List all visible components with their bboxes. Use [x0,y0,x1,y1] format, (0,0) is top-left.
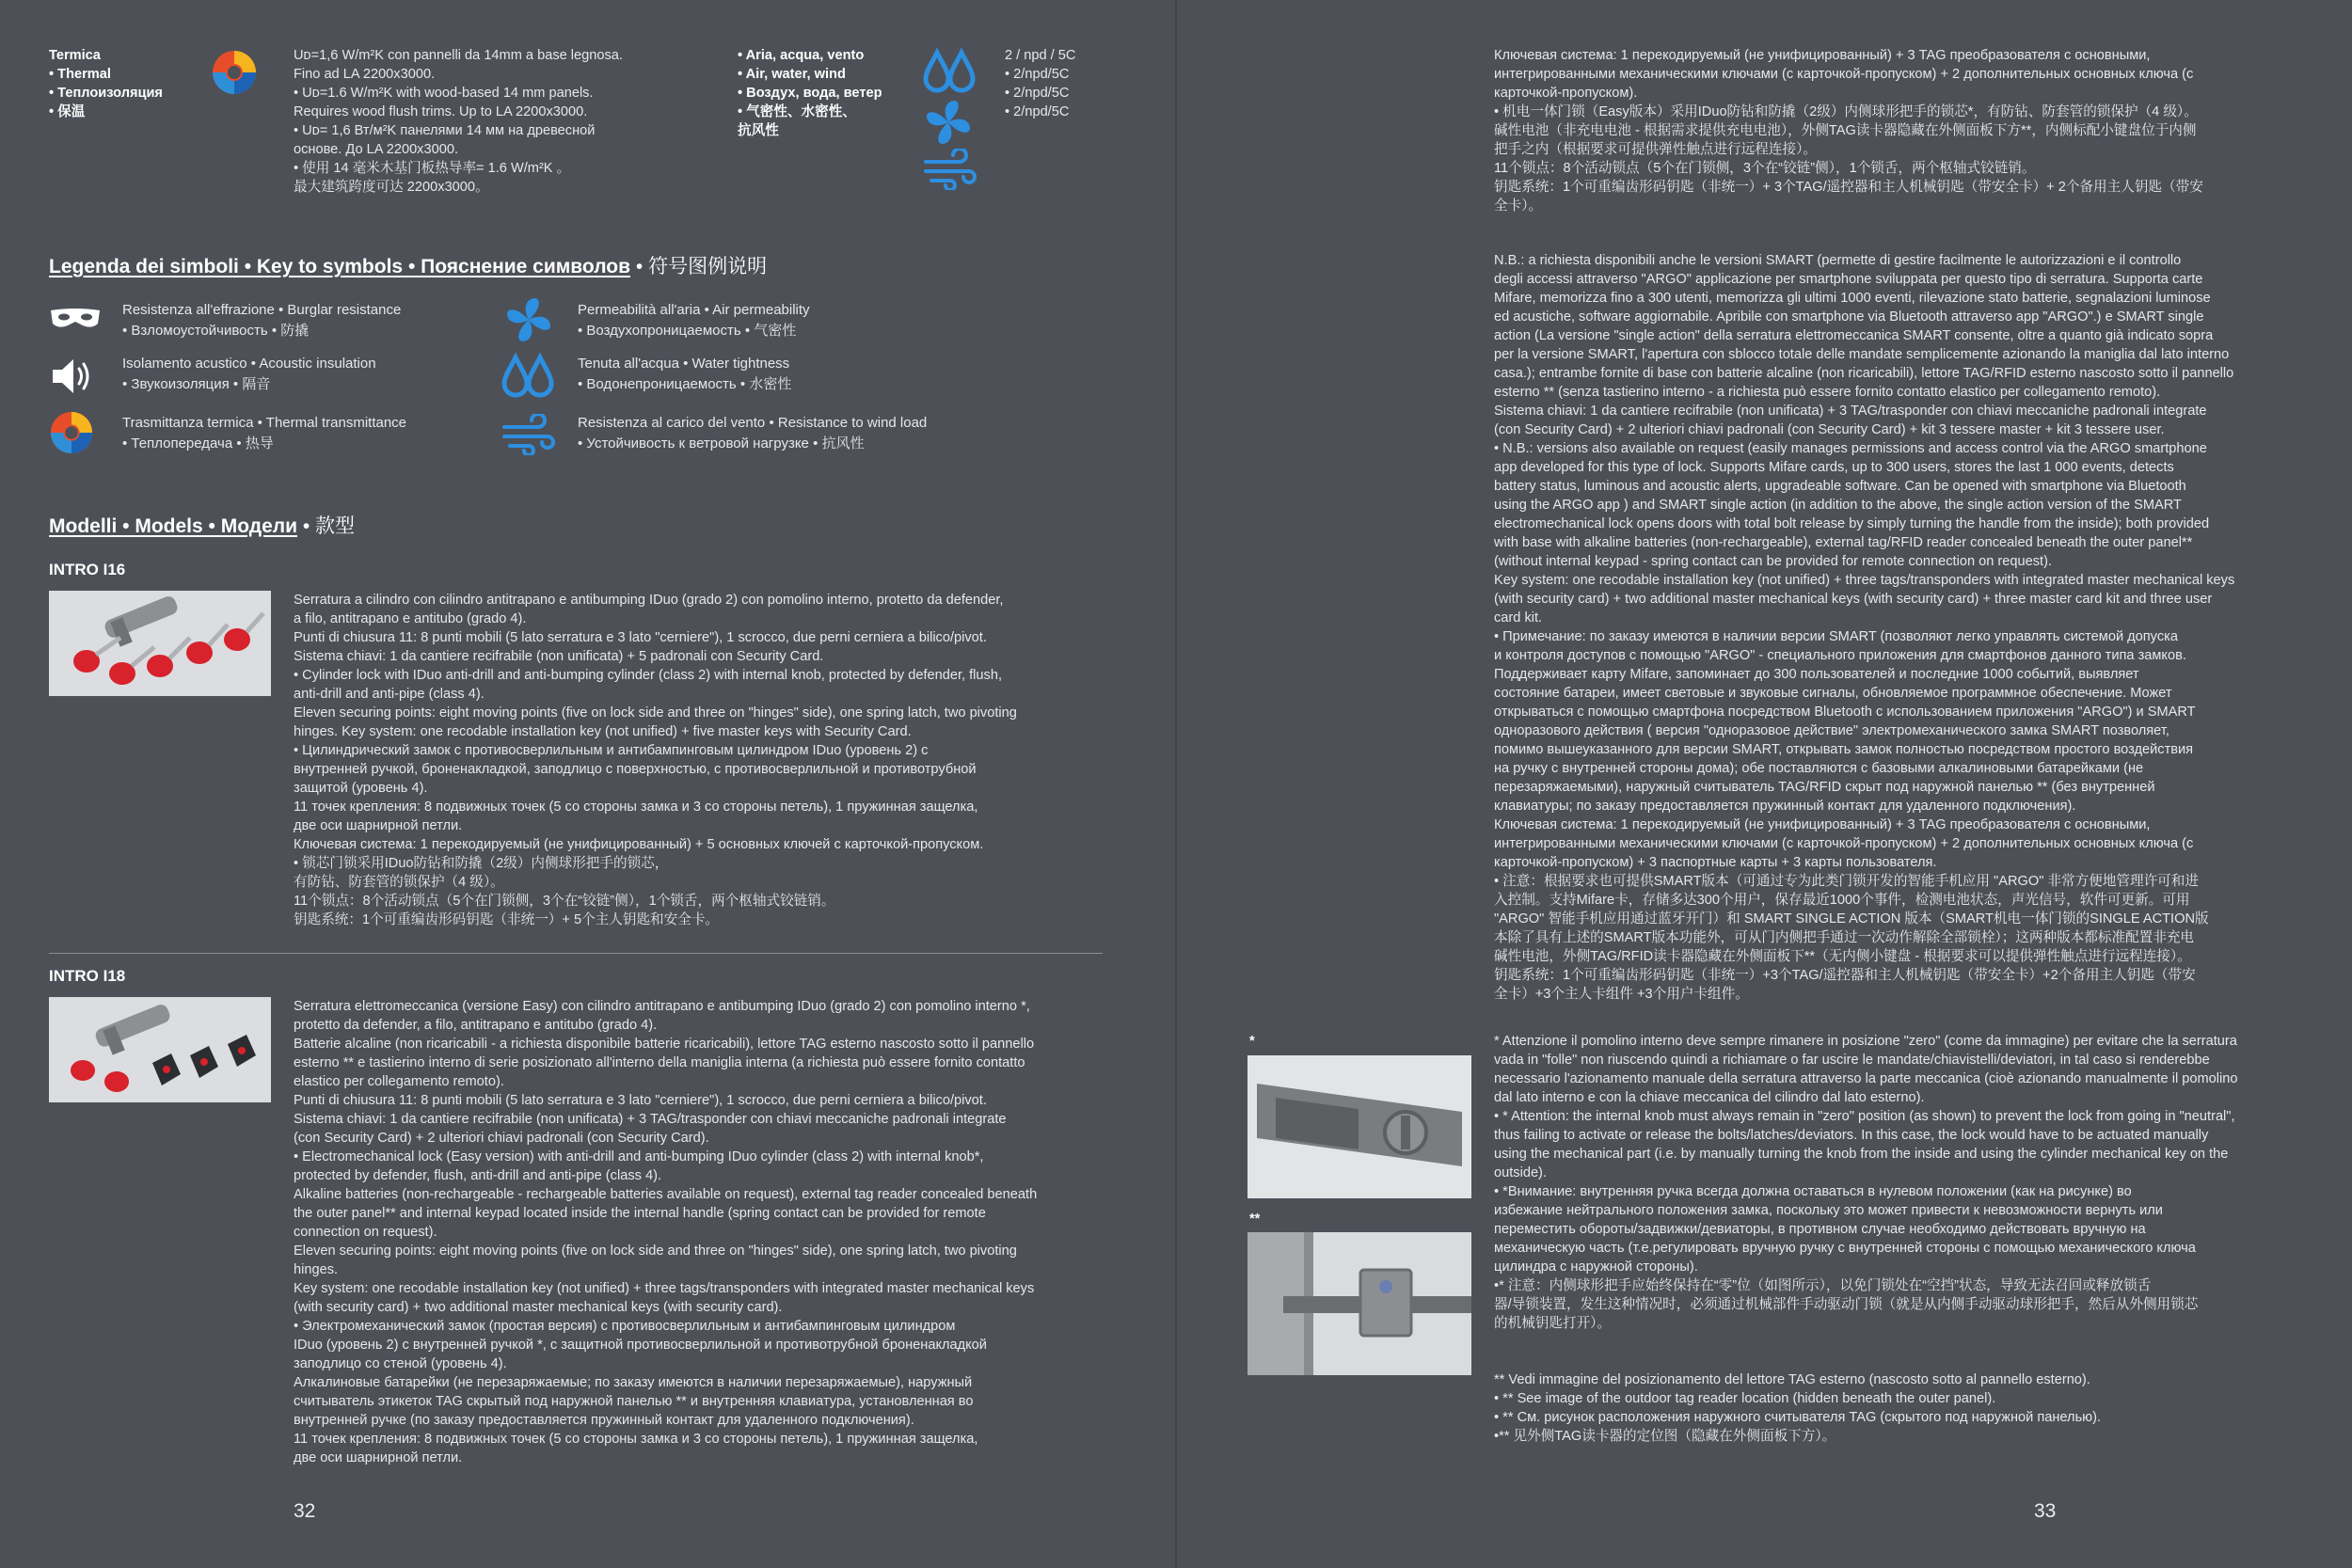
legend-acoustic-insulation: Isolamento acustico • Acoustic insulation • Звукоизоляция • 隔音 [122,356,376,392]
tag-reader-location-note: ** Vedi immagine del posizionamento del lettore TAG esterno (nascosto sotto al pannello esterno). • ** See image of the outdoor tag reader location (hidden beneath the outer panel). • ** См. рисунок расположения наружного считывателя TAG (скрытого под наружной панелью). •** 见外侧TAG读卡器的定位图（隐藏在外侧面板下方）。 [1494,1372,2102,1444]
legend-thermal-transmittance: Trasmittanza termica • Thermal transmittance • Теплопередача • 热导 [122,415,407,451]
legend-wind-resistance: Resistenza al carico del vento • Resistance to wind load • Устойчивость к ветровой нагрузке • 抗风性 [578,415,928,451]
legend-water-tightness: Tenuta all'acqua • Water tightness • Водонепроницаемость • 水密性 [578,356,792,392]
page-spine [1175,0,1177,1568]
wind-icon [922,149,978,190]
key-system-continued: Ключевая система: 1 перекодируемый (не унифицированный) + 3 TAG преобразователя с основными, интегрированными механическими ключами (с карточкой-пропуском) + 2 дополнительных основных ключа (с карточкой-пропуском). • 机电一体门锁（Easy版本）采用IDuo防钻和防撬（2级）内侧球形把手的锁芯*，有防钻、防套管的锁保护（4 级）。 碱性电池（非充电电池 - 根据需求提供充电电池），外侧TAG读卡器隐藏在外侧面板下方**，内侧标配小键盘位于内侧 把手之内（根据要求可提供弹性触点进行远程连接）。 11个锁点：8个活动锁点（5个在门锁侧，3个在“铰链”侧），1个锁舌，两个枢轴式铰链销。 钥匙系统：1个可重编齿形码钥匙（非统一）+ 3个TAG/遥控器和主人机械钥匙（带安全卡）+ 2个备用主人钥匙（带安 全卡）。 [1494,48,2203,214]
legend-air-permeability: Permeabilità all'aria • Air permeability • Воздухопроницаемость • 气密性 [578,302,810,339]
water-drops-icon [501,352,555,399]
legend-heading-suffix: • 符号图例说明 [630,256,768,277]
footnote-marker-1: * [1249,1034,1255,1049]
intro-i18-description: Serratura elettromeccanica (versione Easy) con cilindro antitrapano e antibumping IDuo (grado 2) con pomolino interno *, protetto da defender, a filo, antitrapano e antitubo (grado 4). Batterie alcaline (non ricaricabili - a richiesta disponibile batterie ricaricabili), lettore TAG esterno nascosto sotto il pannello esterno ** e tastierino interno di serie posizionato all'interno della maniglia interna (a richiesta può essere fornito contatto elastico per collegamento remoto). Punti di chiusura 11: 8 punti mobili (5 lato serratura e 3 lato "cerniere"), 1 scrocco, due perni cerniera a bilico/pivot. Sistema chiavi: 1 da cantiere recifrabile (non unificata) + 3 TAG/trasponder con chiavi meccaniche padronali integrate (con Security Card) + 2 ulteriori chiavi padronali (con Security Card). • Electromechanical lock (Easy version) with anti-drill and anti-bumping IDuo cylinder (class 2) with internal knob*, protected by defender, flush, anti-drill and anti-pipe (class 4). Alkaline batteries (non-rechargeable - rechargeable batteries available on request), external tag reader concealed beneath the outer panel** and internal keypad located inside the internal handle (spring contact can be provided for remote connection on request). Eleven securing points: eight moving points (five on lock side and three on "hinges" side), one spring latch, two pivoting hinges. Key system: one recodable installation key (not unified) + three tags/transponders with integrated master mechanical keys (with security card) + two additional master mechanical keys (with security card). • Электромеханический замок (простая версия) с противосверлильным и антибампинговым цилиндром IDuo (уровень 2) с внутренней ручкой *, с защитной противосверлильной и противотрубной броненакладкой заподлицо со стеной (уровень 4). Алкалиновые батарейки (не перезаряжаемые; по заказу имеются в наличии перезаряжаемые), наружный считыватель этикеток TAG скрытый под наружной панелью ** и внутренняя клавиатура, установленная во внутренней ручке (по заказу предоставляется пружинный контакт для удаленного подключения). 11 точек крепления: 8 подвижных точек (5 со стороны замка и 3 со стороны петель), 1 пружинная защелка, две оси шарнирной петли. [294,999,1038,1465]
page-number-left: 32 [294,1500,316,1522]
legend-burglar-resistance: Resistenza all'effrazione • Burglar resistance • Взломоустойчивость • 防撬 [122,302,402,339]
thermal-swirl-icon [49,410,94,455]
wind-icon [501,414,557,455]
footnote-marker-2: ** [1249,1212,1261,1227]
page-number-right: 33 [2034,1500,2057,1522]
intro-i18-title: INTRO I18 [49,967,126,985]
air-water-wind-values: 2 / npd / 5C • 2/npd/5C • 2/npd/5C • 2/npd/5C [1005,48,1076,119]
fan-icon [504,295,553,344]
intro-i18-photo [49,997,271,1102]
models-heading-main: Modelli • Models • Модели [49,515,298,537]
legend-heading-main: Legenda dei simboli • Key to symbols • Пояснение символов [49,256,631,277]
mask-icon [49,307,102,331]
intro-i16-description: Serratura a cilindro con cilindro antitrapano e antibumping IDuo (grado 2) con pomolino interno, protetto da defender, a filo, antitrapano e antitubo (grado 4). Punti di chiusura 11: 8 punti mobili (5 lato serratura e 3 lato "cerniere"), 1 scrocco, due perni cerniera a bilico/pivot. Sistema chiavi: 1 da cantiere recifrabile (non unificata) + 5 padronali con Security Card. • Cylinder lock with IDuo anti-drill and anti-bumping cylinder (class 2) with internal knob, protected by defender, flush, anti-drill and anti-pipe (class 4). Eleven securing points: eight moving points (five on lock side and three on "hinges" side), one spring latch, two pivoting hinges. Key system: one recodable installation key (not unified) + five master keys with Security Card. • Цилиндрический замок с противосверлильным и антибампинговым цилиндром IDuo (уровень 2) с внутренней ручкой, броненакладкой, заподлицо с поверхностью, с противосверлильной и противотрубной защитой (уровень 4). 11 точек крепления: 8 подвижных точек (5 со стороны замка и 3 со стороны петель), 1 пружинная защелка, две оси шарнирной петли. Ключевая система: 1 перекодируемый (не унифицированный) + 5 основных ключей с карточкой-пропуском. • 锁芯门锁采用IDuo防钻和防撬（2级）内侧球形把手的锁芯， 有防钻、防套管的锁保护（4 级）。 11个锁点：8个活动锁点（5个在门锁侧，3个在“铰链”侧），1个锁舌，两个枢轴式铰链销。 钥匙系统：1个可重编齿形码钥匙（非统一）+ 5个主人钥匙和安全卡。 [294,593,1017,927]
fan-icon [924,98,973,147]
cylinder-keys-illustration [49,591,271,696]
electronic-keys-illustration [49,997,271,1102]
thermal-labels: Termica • Thermal • Теплоизоляция • 保温 [49,48,163,119]
internal-knob-illustration [1248,1055,1471,1198]
internal-knob-photo [1248,1055,1471,1198]
tag-reader-illustration [1248,1232,1471,1375]
intro-i16-title: INTRO I16 [49,561,126,578]
thermal-description: Uᴅ=1,6 W/m²K con pannelli da 14mm a base legnosa. Fino ad LA 2200x3000. • Uᴅ=1.6 W/m²K with wood-based 14 mm panels. Requires wood flush trims. Up to LA 2200x3000. • Uᴅ= 1,6 Вт/м²K панелями 14 мм на древесной основе. До LA 2200x3000. • 使用 14 毫米木基门板热导率= 1.6 W/m²K 。 最大建筑跨度可达 2200x3000。 [294,48,623,195]
air-water-wind-labels: • Aria, acqua, vento • Air, water, wind • Воздух, вода, ветер • 气密性、水密性、 抗风性 [738,48,882,138]
speaker-icon [49,356,94,397]
models-heading [49,511,355,539]
knob-zero-position-note: * Attenzione il pomolino interno deve sempre rimanere in posizione "zero" (come da immagine) per evitare che la serratura vada in "folle" non riuscendo quindi a richiamare o far uscire le mandate/chiavistelli/deviatori, in tal caso si renderebbe necessario l'azionamento manuale della serratura attraverso la parte meccanica (cioè azionando manualmente il pomolino dal lato interno e con la chiave meccanica del cilindro dal lato esterno). • * Attention: the internal knob must always remain in "zero" position (as shown) to prevent the lock from going in "neutral", thus failing to activate or release the bolts/latches/deviators. In this case, the lock would have to be actuated manually using the mechanical part (i.e. by manually turning the knob from the inside and using the cylinder mechanical key on the outside). • *Внимание: внутренняя ручка всегда должна оставаться в нулевом положении (как на рисунке) во избежание нейтрального положения замка, поскольку это может привести к невозможности вернуть или переместить обороты/задвижки/девиаторы, в противном случае необходимо действовать вручную на механическую часть (т.е.регулировать вручную ручку с внутренней стороны с помощью механического ключа цилиндра с наружной стороны). •* 注意：内侧球形把手应始终保持在“零”位（如图所示），以免门锁处在“空挡”状态，导致无法召回或释放锁舌 器/导锁装置，发生这种情况时，必须通过机械部件手动驱动门锁（就是从内侧手动驱动球形把手，然后从外侧用锁芯 的机械钥匙打开）。 [1494,1034,2238,1331]
legend-heading [49,251,767,279]
water-drops-icon [922,47,977,94]
section-divider [49,953,1103,954]
tag-reader-photo [1248,1232,1471,1375]
smart-versions-note: N.B.: a richiesta disponibili anche le versioni SMART (permette di gestire facilmente le autorizzazioni e il controllo degli accessi attraverso "ARGO" applicazione per smartphone sviluppata per questo tipo di serratura. Supporta carte Mifare, memorizza fino a 300 utenti, memorizza gli ultimi 1000 eventi, rilevazione stato batterie, segnalazioni luminose ed acustiche, software aggiornabile. Apribile con smartphone via Bluetooth attraverso app "ARGO".) e SMART single action (La versione "single action" della serratura elettromeccanica SMART consente, oltre a quanto già indicato sopra per la versione SMART, l'apertura con sblocco totale delle mandate semplicemente azionando la maniglia dal lato interno casa.); entrambe fornite di base con batterie alcaline (non ricaricabili), lettore TAG/RFID esterno nascosto sotto il pannello esterno ** (senza tastierino interno - a richiesta può essere fornito contatto elastico per collegamento remoto). Sistema chiavi: 1 da cantiere recifrabile (non unificata) + 3 TAG/trasponder con chiavi meccaniche padronali integrate (con Security Card) + 2 ulteriori chiavi padronali (con Security Card) + kit 3 tessere master + kit 3 tessere user. • N.B.: versions also available on request (easily manages permissions and access control via the ARGO smartphone app developed for this type of lock. Supports Mifare cards, up to 300 users, stores the last 1 000 events, detects battery status, luminous and acoustic alerts, upgradeable software. Can be opened with smartphone via Bluetooth using the ARGO app ) and SMART single action (in addition to the above, the single action version of the SMART electromechanical lock opens doors with total bolt release by simply turning the handle from the inside); both provided with base with alkaline batteries (non-rechargeable), external tag/RFID reader concealed beneath the outer panel** (without internal keypad - spring contact can be provided for remote connection on request). Key system: one recodable installation key (not unified) + three tags/transponders with integrated master mechanical keys (with security card) + two additional master mechanical keys (with security card) + three master card kit and three user card kit. • Примечание: по заказу имеются в наличии версии SMART (позволяют легко управлять системой допуска и контроля доступов с помощью "ARGO" - специального приложения для смартфонов данного типа замков. Поддерживает карту Mifare, запоминает до 300 пользователей и последние 1000 событий, выявляет состояние батареи, имеет световые и звуковые сигналы, обновляемое программное обеспечение. Может открываться с помощью смартфона посредством Bluetooth с использованием приложения "ARGO") и SMART одноразового действия ( версия "одноразовое действие" электромеханического замка SMART позволяет, помимо вышеуказанного для версии SMART, открывать замок полностью посредством простого воздействия на ручку с внутренней стороны дома); обе поставляются с базовыми алкалиновыми батарейками (не перезаряжаемыми), наружный считыватель TAG/RFID скрыт под наружной панелью ** (без внутренней клавиатуры; по заказу предоставляется пружинный контакт для удаленного подключения). Ключевая система: 1 перекодируемый (не унифицированный) + 3 TAG преобразователя с основными, интегрированными механическими ключами (с карточкой-пропуском) + 2 дополнительных основных ключа (с карточкой-пропуском) + 3 паспортные карты + 3 карты пользователя. • 注意：根据要求也可提供SMART版本（可通过专为此类门锁开发的智能手机应用 "ARGO" 非常方便地管理许可和进 入控制。支持Mifare卡，存储多达300个用户，保存最近1000个事件，检测电池状态，声光信号，软件可更新。可用 "ARGO" 智能手机应用通过蓝牙开门）和 SMART SINGLE ACTION 版本（SMART机电一体门锁的SINGLE ACTION版 本除了具有上述的SMART版本功能外，可从门内侧把手通过一次动作解除全部锁栓）；这两种版本都标准配置非充电 碱性电池，外侧TAG/RFID读卡器隐藏在外侧面板下**（无内侧小键盘 - 根据要求可以提供弹性触点进行远程连接）。 钥匙系统：1个可重编齿形码钥匙（非统一）+3个TAG/遥控器和主人机械钥匙（带安全卡）+2个备用主人钥匙（带安 全卡）+3个主人卡组件 +3个用户卡组件。 [1494,253,2235,1002]
models-heading-suffix: • 款型 [297,515,356,537]
intro-i16-photo [49,591,271,696]
thermal-swirl-icon [211,49,258,96]
